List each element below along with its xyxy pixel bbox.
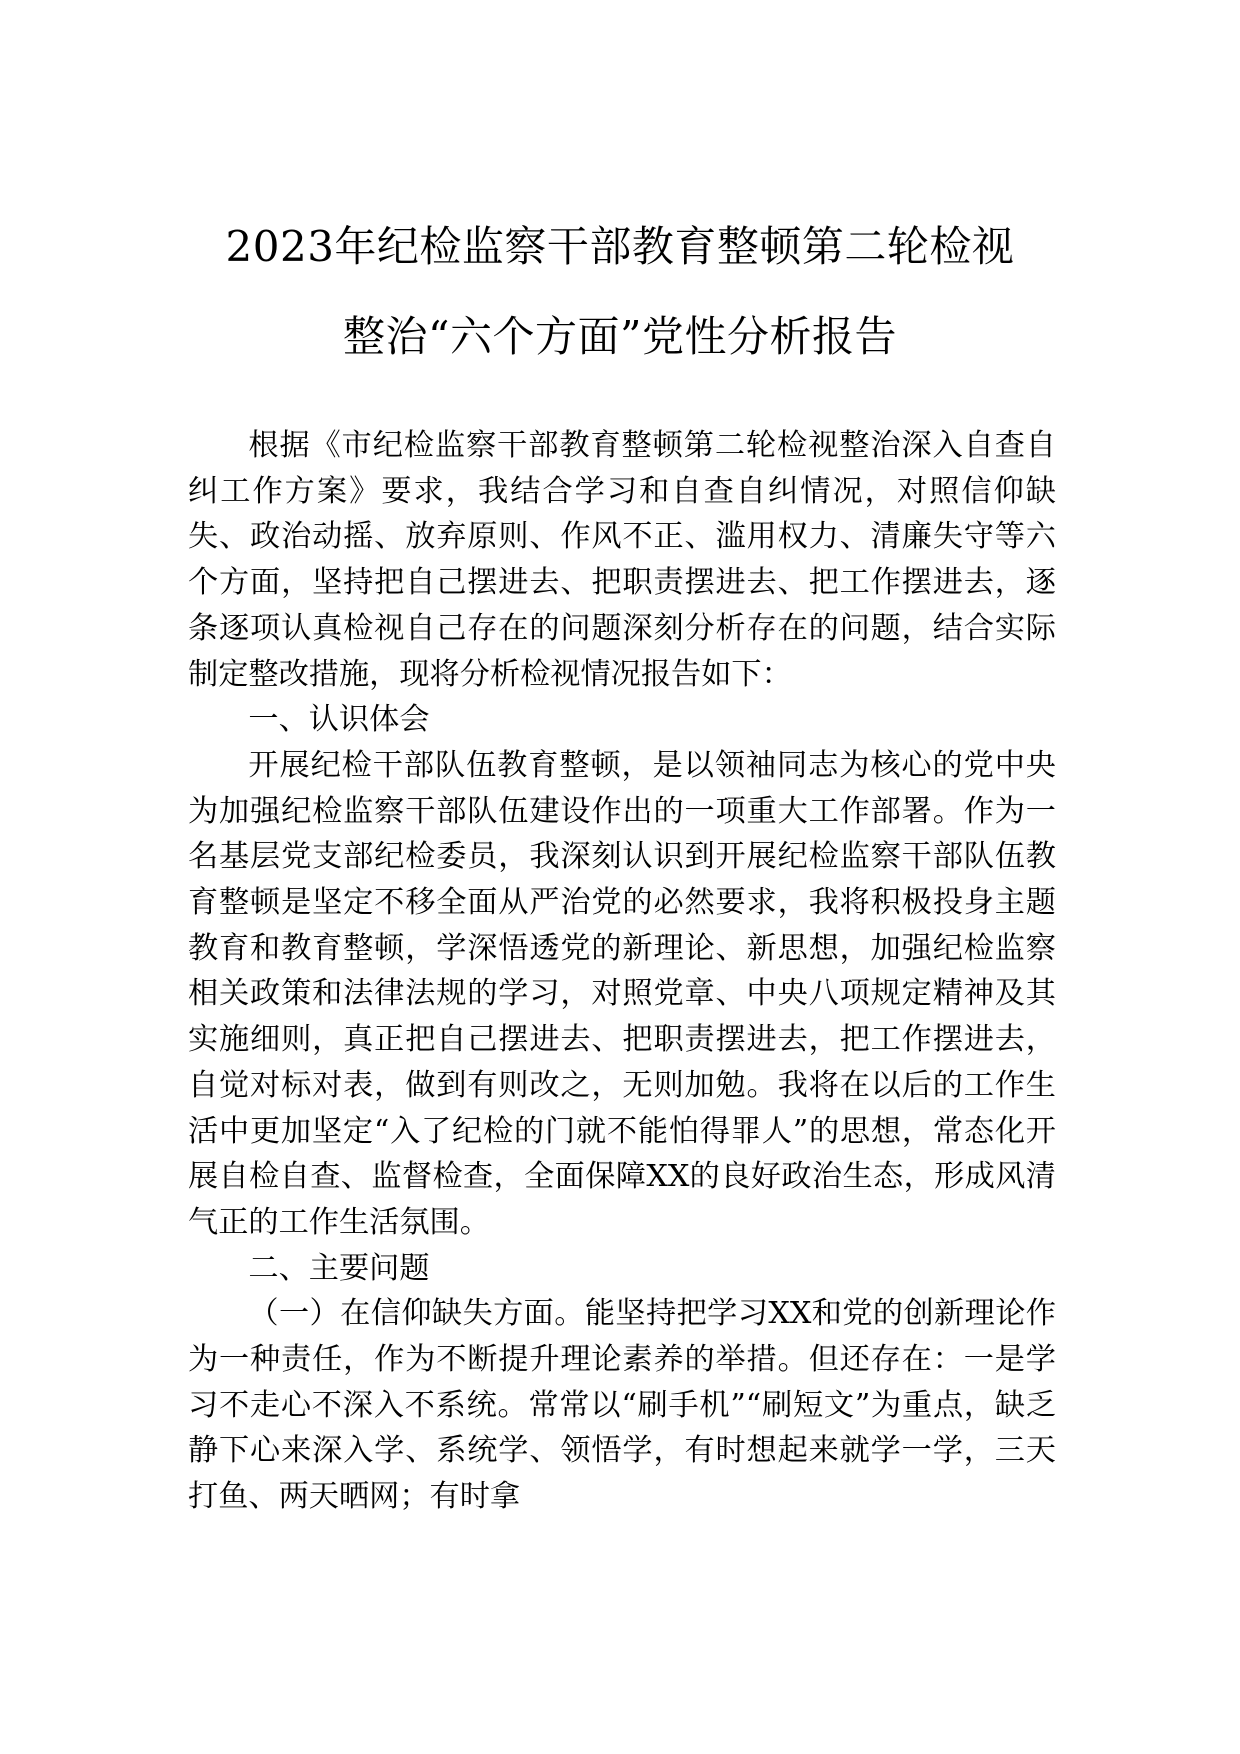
faith-problem-paragraph: （一）在信仰缺失方面。能坚持把学习XX和党的创新理论作为一种责任，作为不断提升理论素养的举措。但还存在：一是学习不走心不深入不系统。常常以“刷手机”“刷短文”为重点，缺乏静下心来深入学、系统学、领悟学，有时想起来就学一学，三天打鱼、两天晒网；有时拿 [188,1296,1056,1515]
intro-paragraph: 根据《市纪检监察干部教育整顿第二轮检视整治深入自查自纠工作方案》要求，我结合学习和自查自纠情况，对照信仰缺失、政治动摇、放弃原则、作风不正、滥用权力、清廉失守等六个方面，坚持把自己摆进去、把职责摆进去、把工作摆进去，逐条逐项认真检视自己存在的问题深刻分析存在的问题，结合实际制定整改措施，现将分析检视情况报告如下： [188,428,1056,692]
document-title-line-1: 2023年纪检监察干部教育整顿第二轮检视 [225,222,1015,271]
section-heading-main-problems: 二、主要问题 [248,1250,430,1286]
understanding-paragraph: 开展纪检干部队伍教育整顿，是以领袖同志为核心的党中央为加强纪检监察干部队伍建设作出的一项重大工作部署。作为一名基层党支部纪检委员，我深刻认识到开展纪检监察干部队伍教育整顿是坚定不移全面从严治党的必然要求，我将积极投身主题教育和教育整顿，学深悟透党的新理论、新思想，加强纪检监察相关政策和法律法规的学习，对照党章、中央八项规定精神及其实施细则，真正把自己摆进去、把职责摆进去，把工作摆进去，自觉对标对表，做到有则改之，无则加勉。我将在以后的工作生活中更加坚定“入了纪检的门就不能怕得罪人”的思想，常态化开展自检自查、监督检查，全面保障XX的良好政治生态，形成风清气正的工作生活氛围。 [188,747,1056,1240]
document-title-line-2: 整治“六个方面”党性分析报告 [343,312,897,361]
section-heading-understanding: 一、认识体会 [248,702,430,738]
document-body [188,423,1056,1520]
